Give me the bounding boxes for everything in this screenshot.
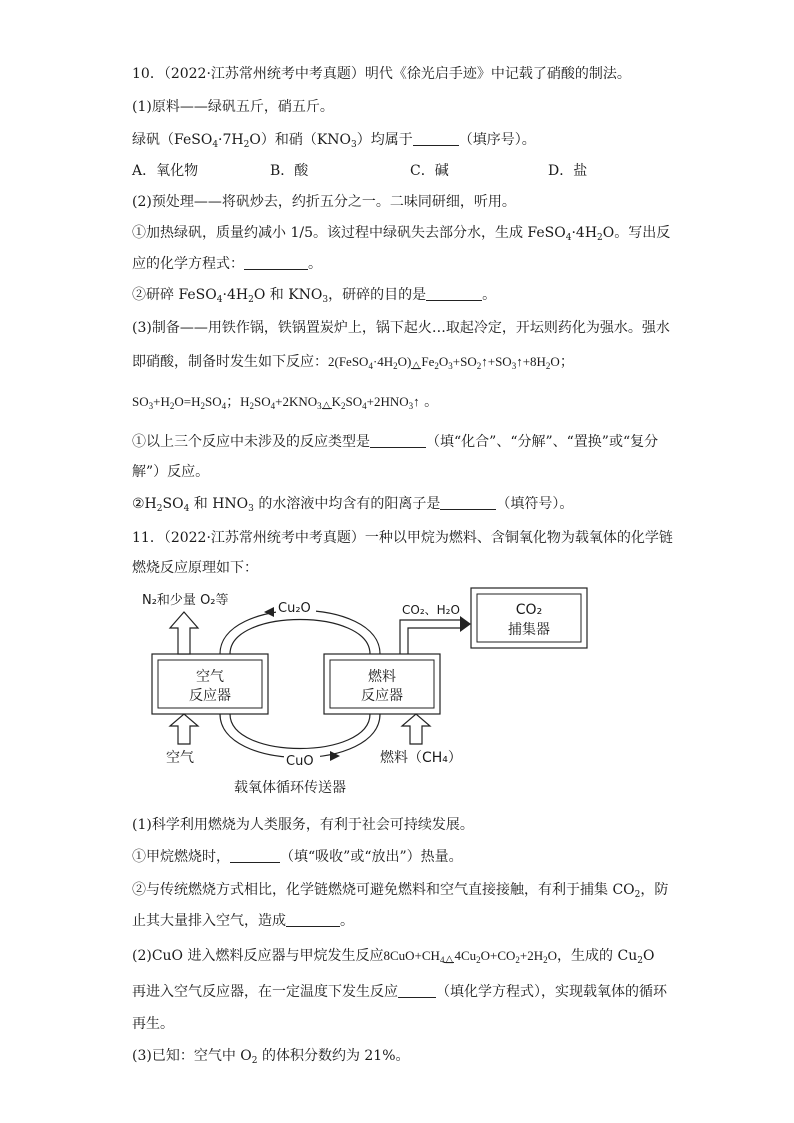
- q10-part3-title: (3)制备——用铁作锅，铁锅置炭炉上，锅下起火…取起冷定，开坛则药化为强水。强水: [132, 320, 670, 336]
- exhaust-label: CO₂、H₂O: [402, 603, 460, 617]
- loop-arrow-top-icon: [264, 607, 274, 617]
- q11-header-cont: 燃烧反应原理如下：: [132, 560, 258, 576]
- q10-part2-title: (2)预处理——将矾炒去，约折五分之一。二味同研细，听用。: [132, 194, 516, 210]
- q11-part2-cont: 再进入空气反应器，在一定温度下发生反应 （填化学方程式），实现载氧体的循环: [132, 984, 667, 1000]
- q10-part3-item2: $②H_2SO_4$ 和 $HNO_3$ 的水溶液中均含有的阳离子是 （填符号）。: [132, 496, 574, 514]
- q10-header: 10．（2022·江苏常州统考中考真题）明代《徐光启手迹》中记载了硝酸的制法。: [132, 66, 631, 82]
- air-inlet-label: 空气: [166, 750, 194, 766]
- answer-blank[interactable]: [440, 495, 496, 510]
- loop-top-label: Cu₂O: [278, 601, 311, 616]
- option-c[interactable]: C．碱: [410, 163, 449, 179]
- q11-part2: (2)CuO 进入燃料反应器与甲烷发生反应$8CuO+CH_4$ △ $4Cu_2O+CO_2+2H_2O$，生成的 $Cu_2O$: [132, 948, 655, 966]
- chemical-looping-diagram: [134, 586, 594, 801]
- q10-part2-item1: ①加热绿矾，质量约减小 1/5。该过程中绿矾失去部分水，生成 $FeSO_4\cdot 4H_2O$。写出反: [132, 225, 671, 243]
- option-a[interactable]: A．氧化物: [132, 163, 199, 179]
- co2-capture-label-1: CO₂: [515, 602, 543, 618]
- answer-blank[interactable]: [426, 286, 482, 301]
- air-inlet-arrow-icon: [170, 714, 198, 744]
- air-reactor-label-2: 反应器: [189, 688, 231, 704]
- air-reactor-label-1: 空气: [196, 669, 224, 685]
- top-output-label: N₂和少量 O₂等: [142, 593, 229, 608]
- q10-part3-item1: ①以上三个反应中未涉及的反应类型是 （填“化合”、“分解”、“置换”或“复分: [132, 434, 659, 450]
- q11-part1-item2-cont: 止其大量排入空气，造成 。: [132, 913, 354, 929]
- q10-part3-equation1: 即硝酸，制备时发生如下反应：$2(FeSO_4\cdot 4H_2O)$ △ $Fe_2O_3+SO_2↑+SO_3↑+8H_2O$；: [132, 354, 574, 371]
- answer-blank[interactable]: [286, 912, 340, 927]
- fuel-reactor-label-2: 反应器: [361, 688, 403, 704]
- diagram-caption: 载氧体循环传送器: [234, 780, 346, 796]
- co2-capture-box: [471, 588, 587, 648]
- answer-blank[interactable]: [244, 255, 308, 270]
- co2-capture-label-2: 捕集器: [508, 622, 550, 638]
- q10-part2-item1-cont: 应的化学方程式： 。: [132, 256, 322, 272]
- q10-part2-item2: ②研碎 $FeSO_4\cdot 4H_2O$ 和 $KNO_3$，研碎的目的是 。: [132, 287, 497, 305]
- option-d[interactable]: D．盐: [548, 163, 588, 179]
- q11-header: 11．（2022·江苏常州统考中考真题）一种以甲烷为燃料、含铜氧化物为载氧体的化学链: [132, 530, 673, 546]
- option-b[interactable]: B．酸: [270, 163, 309, 179]
- answer-blank[interactable]: [413, 131, 459, 146]
- air-reactor-box: [152, 654, 268, 714]
- q10-part3-item1-cont: 解”）反应。: [132, 464, 210, 480]
- q11-part1-item2: ②与传统燃烧方式相比，化学链燃烧可避免燃料和空气直接接触，有利于捕集 $CO_2$，防: [132, 882, 669, 900]
- q10-part1-title: (1)原料——绿矾五斤，硝五斤。: [132, 99, 334, 115]
- q10-part1-question: 绿矾$(FeSO_4\cdot 7H_2O)$和硝$(KNO_3)$均属于 （填序号）。: [132, 132, 536, 150]
- fuel-inlet-arrow-icon: [402, 714, 430, 744]
- q11-part1-item1: ①甲烷燃烧时， （填“吸收”或“放出”）热量。: [132, 849, 463, 865]
- q11-part3: (3)已知：空气中 $O_2$ 的体积分数约为 21%。: [132, 1048, 410, 1066]
- q11-part1-title: (1)科学利用燃烧为人类服务，有利于社会可持续发展。: [132, 817, 474, 833]
- up-arrow-icon: [170, 612, 198, 654]
- loop-bottom-label: CuO: [286, 754, 314, 769]
- fuel-inlet-label: 燃料（CH₄）: [380, 750, 462, 766]
- exhaust-arrow-icon: [460, 616, 471, 632]
- fuel-reactor-box: [324, 654, 440, 714]
- answer-blank[interactable]: [370, 433, 426, 448]
- exhaust-pipe: [400, 620, 460, 654]
- fuel-reactor-label-1: 燃料: [368, 669, 396, 685]
- q11-part2-cont2: 再生。: [132, 1016, 174, 1032]
- answer-blank[interactable]: [398, 983, 436, 998]
- answer-blank[interactable]: [230, 848, 280, 863]
- q10-part3-equation2: $SO_3+H_2O=H_2SO_4$；$H_2SO_4+2KNO_3$ △ $K_2SO_4+2HNO_3↑$ 。: [132, 394, 439, 411]
